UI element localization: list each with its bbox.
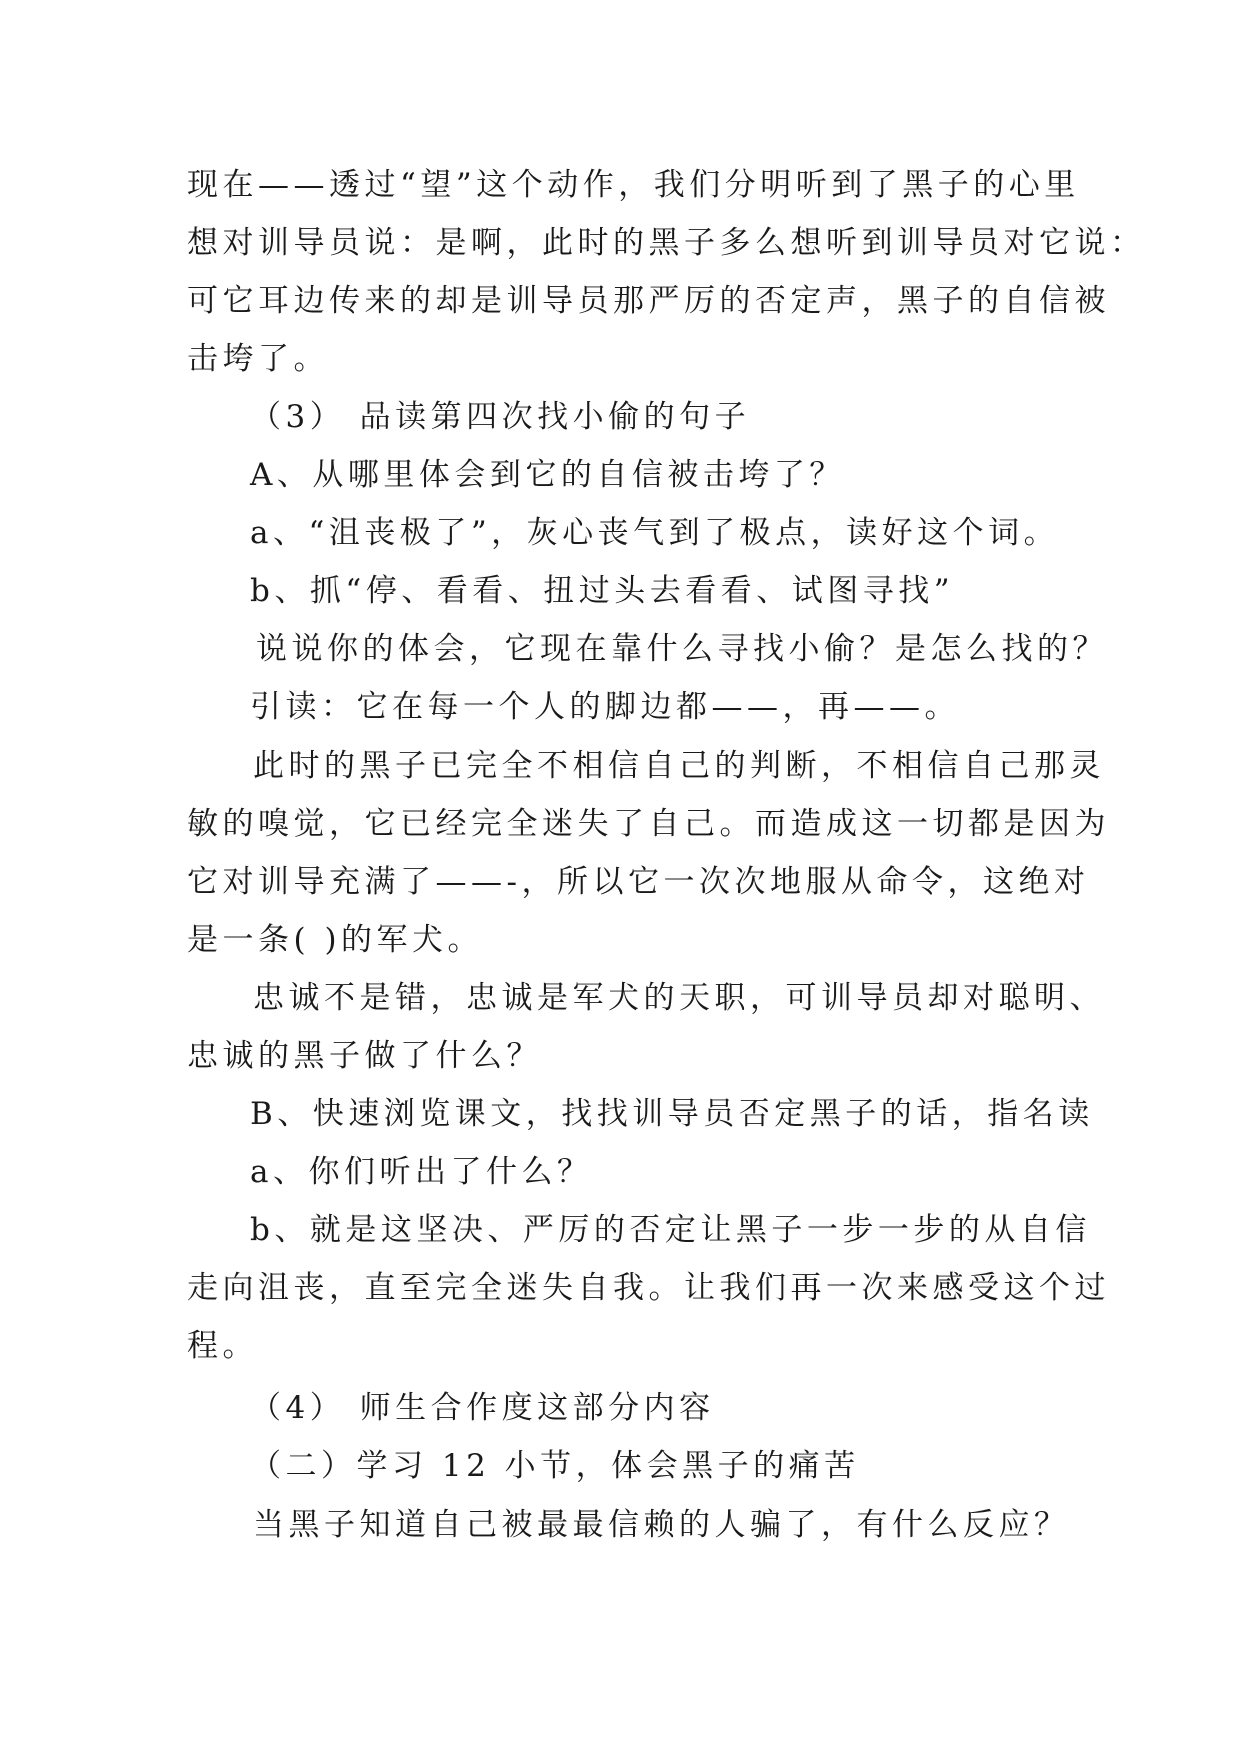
text-line-16: 忠诚的黑子做了什么？ — [187, 1038, 542, 1074]
text-line-7: a、“沮丧极了”，灰心丧气到了极点，读好这个词。 — [250, 515, 1060, 551]
text-line-18: a、你们听出了什么？ — [250, 1154, 593, 1190]
text-line-20: 走向沮丧，直至完全迷失自我。让我们再一次来感受这个过 — [187, 1270, 1110, 1306]
text-line-4: 击垮了。 — [187, 341, 329, 377]
text-line-15: 忠诚不是错，忠诚是军犬的天职，可训导员却对聪明、 — [253, 980, 1105, 1016]
text-line-10: 引读：它在每一个人的脚边都——，再——。 — [250, 689, 960, 725]
text-line-6: A、从哪里体会到它的自信被击垮了？ — [250, 457, 845, 493]
text-line-21: 程。 — [187, 1328, 258, 1364]
text-line-14: 是一条( )的军犬。 — [187, 922, 484, 958]
text-line-9: 说说你的体会，它现在靠什么寻找小偷？是怎么找的？ — [256, 631, 1108, 667]
text-line-13: 它对训导充满了——-，所以它一次次地服从命令，这绝对 — [187, 864, 1090, 900]
section-heading-2: （二）学习 12 小节，体会黑子的痛苦 — [250, 1448, 860, 1484]
text-line-24: 当黑子知道自己被最最信赖的人骗了，有什么反应？ — [253, 1507, 1070, 1543]
text-line-12: 敏的嗅觉，它已经完全迷失了自己。而造成这一切都是因为 — [187, 806, 1110, 842]
text-line-11: 此时的黑子已完全不相信自己的判断，不相信自己那灵 — [253, 748, 1105, 784]
text-line-3: 可它耳边传来的却是训导员那严厉的否定声，黑子的自信被 — [187, 283, 1110, 319]
text-line-17: B、快速浏览课文，找找训导员否定黑子的话，指名读 — [250, 1096, 1094, 1132]
text-line-2: 想对训导员说：是啊，此时的黑子多么想听到训导员对它说： — [187, 225, 1146, 261]
text-line-1: 现在——透过“望”这个动作，我们分明听到了黑子的心里 — [187, 167, 1080, 203]
section-heading-4: （4） 师生合作度这部分内容 — [250, 1390, 715, 1426]
section-heading-3: （3） 品读第四次找小偷的句子 — [250, 399, 751, 435]
text-line-19: b、就是这坚决、严厉的否定让黑子一步一步的从自信 — [250, 1212, 1091, 1248]
text-line-8: b、抓“停、看看、扭过头去看看、试图寻找” — [250, 573, 955, 609]
